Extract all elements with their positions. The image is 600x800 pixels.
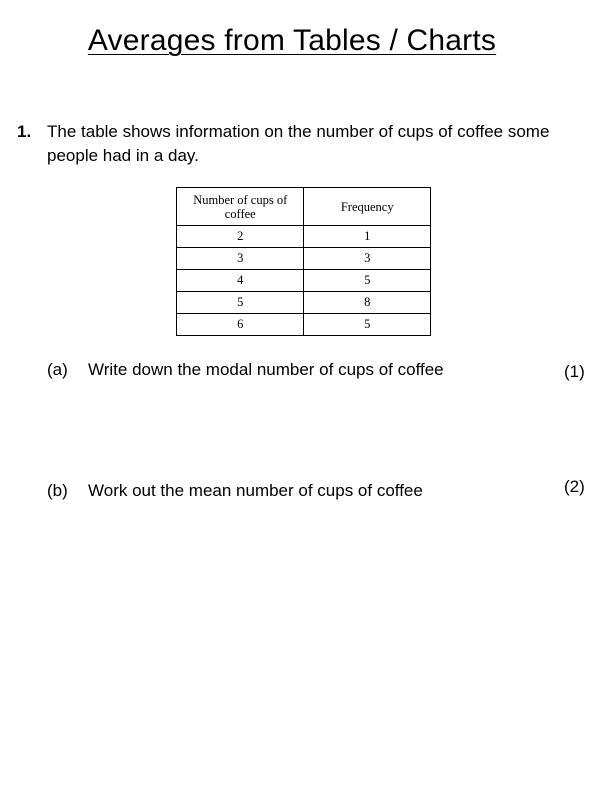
frequency-table <box>176 187 431 336</box>
question-text: The table shows information on the number of cups of coffee some people had in a day. <box>47 122 550 165</box>
part-a-label: (a) <box>47 360 68 379</box>
frequency-cell: 8 <box>304 292 431 314</box>
part-a-text: Write down the modal number of cups of coffee <box>88 360 444 379</box>
page-title: Averages from Tables / Charts <box>87 24 497 57</box>
frequency-cell: 1 <box>304 226 431 248</box>
part-b-text: Work out the mean number of cups of coffee <box>88 481 423 500</box>
frequency-cell: 3 <box>304 248 431 270</box>
table-row <box>177 248 431 270</box>
cups-cell: 5 <box>177 292 304 314</box>
header-frequency: Frequency <box>304 188 431 226</box>
cups-cell: 4 <box>177 270 304 292</box>
part-b-marks: (2) <box>564 477 585 496</box>
table-row <box>177 226 431 248</box>
part-b-label: (b) <box>47 481 68 500</box>
table-row <box>177 270 431 292</box>
part-a-marks: (1) <box>564 362 585 381</box>
cups-cell: 6 <box>177 314 304 336</box>
table-row <box>177 292 431 314</box>
frequency-cell: 5 <box>304 270 431 292</box>
cups-cell: 3 <box>177 248 304 270</box>
table-row <box>177 314 431 336</box>
frequency-cell: 5 <box>304 314 431 336</box>
table-header-row <box>177 188 431 226</box>
cups-cell: 2 <box>177 226 304 248</box>
header-cups-of-coffee: Number of cups of coffee <box>177 188 304 226</box>
question-number: 1. <box>17 122 32 141</box>
